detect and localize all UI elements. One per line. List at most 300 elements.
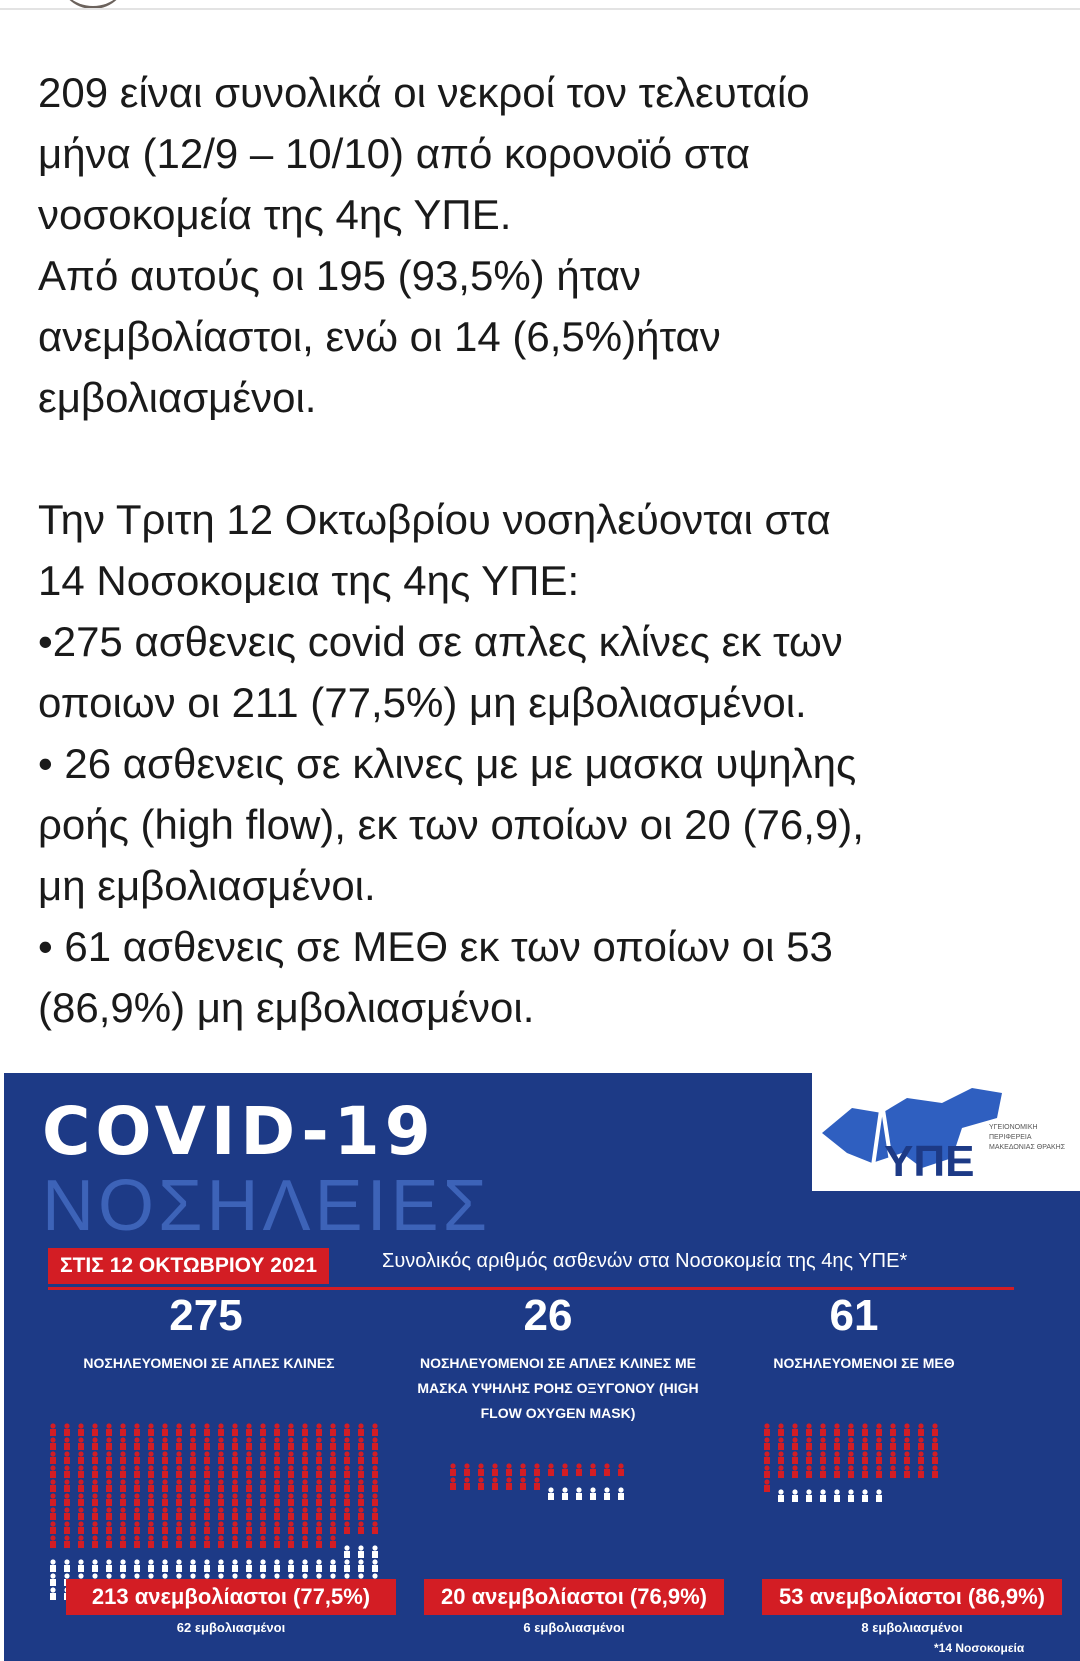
unvaccinated-person-icon	[792, 1437, 798, 1450]
post-line: μήνα (12/9 – 10/10) από κορονοϊό στα	[38, 130, 750, 177]
unvaccinated-person-icon	[302, 1535, 308, 1548]
stat-label-beds: ΝΟΣΗΛΕΥΟΜΕΝΟΙ ΣΕ ΑΠΛΕΣ ΚΛΙΝΕΣ	[83, 1355, 335, 1371]
unvaccinated-person-icon	[778, 1451, 784, 1464]
post-line: Από αυτούς οι 195 (93,5%) ήταν	[38, 252, 641, 299]
vaccinated-person-icon	[50, 1559, 56, 1572]
unvaccinated-person-icon	[330, 1521, 336, 1534]
unvaccinated-person-icon	[78, 1535, 84, 1548]
vaccinated-person-icon	[218, 1559, 224, 1572]
unvaccinated-person-icon	[450, 1477, 456, 1490]
unvaccinated-person-icon	[820, 1423, 826, 1436]
unvaccinated-person-icon	[288, 1465, 294, 1478]
unvaccinated-person-icon	[330, 1465, 336, 1478]
unvaccinated-person-icon	[358, 1465, 364, 1478]
unvaccinated-person-icon	[120, 1423, 126, 1436]
unvaccinated-person-icon	[302, 1507, 308, 1520]
unvaccinated-person-icon	[134, 1423, 140, 1436]
unvaccinated-person-icon	[792, 1465, 798, 1478]
unvaccinated-person-icon	[106, 1521, 112, 1534]
unvaccinated-person-icon	[190, 1521, 196, 1534]
vax-note-highflow: 6 εμβολιασμένοι	[523, 1620, 625, 1635]
unvaccinated-person-icon	[344, 1451, 350, 1464]
unvaccinated-person-icon	[918, 1437, 924, 1450]
unvaccinated-person-icon	[78, 1451, 84, 1464]
unvaccinated-person-icon	[862, 1451, 868, 1464]
unvaccinated-person-icon	[204, 1507, 210, 1520]
unvaccinated-person-icon	[862, 1465, 868, 1478]
unvaccinated-person-icon	[162, 1479, 168, 1492]
unvaccinated-person-icon	[890, 1465, 896, 1478]
unvaccinated-person-icon	[190, 1507, 196, 1520]
unvaccinated-person-icon	[148, 1507, 154, 1520]
post-line: ανεμβολίαστοι, ενώ οι 14 (6,5%)ήταν	[38, 313, 721, 360]
unvaccinated-person-icon	[330, 1423, 336, 1436]
footnote: *14 Νοσοκομεία	[934, 1641, 1025, 1655]
unvaccinated-person-icon	[64, 1437, 70, 1450]
unvaccinated-person-icon	[106, 1535, 112, 1548]
post-line: 209 είναι συνολικά οι νεκροί τον τελευταίο	[38, 69, 810, 116]
unvaccinated-person-icon	[590, 1463, 596, 1476]
post-line: νοσοκομεία της 4ης ΥΠΕ.	[38, 191, 512, 238]
unvaccinated-person-icon	[330, 1479, 336, 1492]
unvaccinated-person-icon	[246, 1493, 252, 1506]
unvaccinated-person-icon	[316, 1507, 322, 1520]
unvaccinated-person-icon	[330, 1437, 336, 1450]
post-line: Την Τριτη 12 Οκτωβρίου νοσηλεύονται στα	[38, 496, 831, 543]
unvaccinated-person-icon	[288, 1535, 294, 1548]
unvaccinated-person-icon	[260, 1493, 266, 1506]
unvaccinated-person-icon	[302, 1423, 308, 1436]
vaccinated-person-icon	[576, 1487, 582, 1500]
unvaccinated-person-icon	[820, 1437, 826, 1450]
unvaccinated-person-icon	[344, 1437, 350, 1450]
unvaccinated-person-icon	[576, 1463, 582, 1476]
unvaccinated-person-icon	[464, 1477, 470, 1490]
vaccinated-person-icon	[344, 1559, 350, 1572]
vaccinated-person-icon	[834, 1489, 840, 1502]
unvaccinated-person-icon	[372, 1507, 378, 1520]
unvaccinated-person-icon	[148, 1465, 154, 1478]
unvaccinated-person-icon	[218, 1451, 224, 1464]
unvaccinated-person-icon	[190, 1465, 196, 1478]
unvaccinated-person-icon	[358, 1423, 364, 1436]
unvaccinated-person-icon	[316, 1465, 322, 1478]
unvaccinated-person-icon	[148, 1493, 154, 1506]
divider	[0, 8, 1080, 10]
unvaccinated-person-icon	[506, 1463, 512, 1476]
vaccinated-person-icon	[876, 1489, 882, 1502]
unvaccinated-person-icon	[918, 1423, 924, 1436]
unvaccinated-person-icon	[820, 1465, 826, 1478]
unvaccinated-person-icon	[316, 1451, 322, 1464]
unvaccinated-person-icon	[92, 1465, 98, 1478]
unvaccinated-person-icon	[316, 1521, 322, 1534]
vaccinated-person-icon	[548, 1487, 554, 1500]
unvaccinated-person-icon	[288, 1521, 294, 1534]
stat-total-highflow: 26	[523, 1291, 573, 1340]
unvaccinated-person-icon	[176, 1437, 182, 1450]
unvaccinated-person-icon	[120, 1451, 126, 1464]
post-line: οποιων οι 211 (77,5%) μη εμβολιασμένοι.	[38, 679, 807, 726]
vaccinated-person-icon	[604, 1487, 610, 1500]
unvaccinated-person-icon	[78, 1479, 84, 1492]
unvaccinated-person-icon	[204, 1493, 210, 1506]
total-caption: Συνολικός αριθμός ασθενών στα Νοσοκομεία της 4ης ΥΠΕ*	[382, 1250, 908, 1272]
unvaccinated-person-icon	[134, 1521, 140, 1534]
unvaccinated-person-icon	[918, 1451, 924, 1464]
post-line: • 61 ασθενεις σε ΜΕΘ εκ των οποίων οι 53	[38, 923, 833, 970]
unvaccinated-person-icon	[64, 1451, 70, 1464]
people-icon-grid	[4, 1073, 1080, 1661]
unvaccinated-person-icon	[176, 1521, 182, 1534]
unvaccinated-person-icon	[106, 1437, 112, 1450]
unvaccinated-person-icon	[134, 1479, 140, 1492]
unvaccinated-person-icon	[764, 1479, 770, 1492]
vaccinated-person-icon	[274, 1559, 280, 1572]
unvaccinated-person-icon	[316, 1479, 322, 1492]
unvaccinated-person-icon	[344, 1507, 350, 1520]
unvaccinated-person-icon	[134, 1507, 140, 1520]
unvaccinated-person-icon	[162, 1507, 168, 1520]
unvaccinated-person-icon	[344, 1423, 350, 1436]
post-line: ροής (high flow), εκ των οποίων οι 20 (76,9),	[38, 801, 864, 848]
unvaccinated-person-icon	[344, 1493, 350, 1506]
unvaccinated-person-icon	[78, 1521, 84, 1534]
unvaccinated-person-icon	[148, 1521, 154, 1534]
unvaccinated-person-icon	[520, 1477, 526, 1490]
unvaccinated-person-icon	[260, 1479, 266, 1492]
infographic-title: COVID-19	[42, 1093, 436, 1170]
unvaccinated-person-icon	[562, 1463, 568, 1476]
unvaccinated-person-icon	[120, 1521, 126, 1534]
unvaccinated-person-icon	[246, 1465, 252, 1478]
unvaccinated-person-icon	[274, 1535, 280, 1548]
vaccinated-person-icon	[618, 1487, 624, 1500]
unvaccinated-person-icon	[64, 1493, 70, 1506]
unvaccinated-person-icon	[534, 1477, 540, 1490]
unvaccinated-person-icon	[176, 1493, 182, 1506]
vaccinated-person-icon	[372, 1559, 378, 1572]
unvaccinated-person-icon	[64, 1479, 70, 1492]
paragraph-gap	[38, 428, 1048, 489]
vaccinated-person-icon	[562, 1487, 568, 1500]
vaccinated-person-icon	[330, 1559, 336, 1572]
unvaccinated-person-icon	[50, 1521, 56, 1534]
unvaccinated-person-icon	[288, 1437, 294, 1450]
unvaccinated-person-icon	[190, 1437, 196, 1450]
unvaccinated-person-icon	[302, 1493, 308, 1506]
unvaccinated-person-icon	[120, 1507, 126, 1520]
vaccinated-person-icon	[148, 1559, 154, 1572]
unvaccinated-person-icon	[358, 1451, 364, 1464]
unvaccinated-person-icon	[778, 1423, 784, 1436]
unvaccinated-person-icon	[78, 1493, 84, 1506]
unvaccinated-person-icon	[148, 1535, 154, 1548]
unvaccinated-person-icon	[50, 1437, 56, 1450]
post-line: (86,9%) μη εμβολιασμένοι.	[38, 984, 535, 1031]
unvaccinated-person-icon	[778, 1465, 784, 1478]
unvaccinated-person-icon	[344, 1479, 350, 1492]
unvaccinated-person-icon	[246, 1451, 252, 1464]
unvaccinated-person-icon	[260, 1423, 266, 1436]
unvaccinated-person-icon	[134, 1451, 140, 1464]
stat-total-beds: 275	[169, 1291, 243, 1340]
unvaccinated-person-icon	[106, 1423, 112, 1436]
unvaccinated-person-icon	[106, 1451, 112, 1464]
unvaccinated-person-icon	[50, 1423, 56, 1436]
unvaccinated-person-icon	[190, 1493, 196, 1506]
unvaccinated-person-icon	[274, 1451, 280, 1464]
vax-note-beds: 62 εμβολιασμένοι	[176, 1620, 286, 1635]
unvaccinated-person-icon	[604, 1463, 610, 1476]
unvaccinated-person-icon	[274, 1465, 280, 1478]
unvaccinated-person-icon	[204, 1521, 210, 1534]
stat-total-icu: 61	[829, 1291, 879, 1340]
unvaccinated-person-icon	[232, 1479, 238, 1492]
unvaccinated-person-icon	[932, 1451, 938, 1464]
vaccinated-person-icon	[358, 1559, 364, 1572]
unvaccinated-person-icon	[148, 1479, 154, 1492]
unvaccinated-person-icon	[288, 1451, 294, 1464]
unvaccinated-person-icon	[134, 1535, 140, 1548]
unvaccinated-person-icon	[260, 1437, 266, 1450]
unvaccinated-person-icon	[92, 1437, 98, 1450]
unvaccinated-person-icon	[176, 1479, 182, 1492]
unvaccinated-person-icon	[372, 1437, 378, 1450]
stat-label-highflow: ΝΟΣΗΛΕΥΟΜΕΝΟΙ ΣΕ ΑΠΛΕΣ ΚΛΙΝΕΣ ΜΕ ΜΑΣΚΑ ΥΨΗΛΗΣ ΡΟΗΣ ΟΞΥΓΟΝΟΥ (HIGH FLOW OXYGEN MASK)	[417, 1355, 699, 1421]
unvaccinated-person-icon	[218, 1465, 224, 1478]
vaccinated-person-icon	[590, 1487, 596, 1500]
unvaccinated-person-icon	[218, 1423, 224, 1436]
unvaccinated-person-icon	[176, 1423, 182, 1436]
vaccinated-person-icon	[778, 1489, 784, 1502]
unvaccinated-person-icon	[372, 1423, 378, 1436]
unvaccinated-person-icon	[876, 1465, 882, 1478]
vaccinated-person-icon	[232, 1559, 238, 1572]
unvaccinated-person-icon	[316, 1437, 322, 1450]
unvaccinated-person-icon	[372, 1465, 378, 1478]
unvaccinated-person-icon	[848, 1451, 854, 1464]
unvaccinated-person-icon	[120, 1493, 126, 1506]
vaccinated-person-icon	[78, 1559, 84, 1572]
unvaccinated-person-icon	[92, 1507, 98, 1520]
unvaccinated-person-icon	[92, 1493, 98, 1506]
unvaccinated-person-icon	[232, 1493, 238, 1506]
unvaccinated-person-icon	[64, 1423, 70, 1436]
vaccinated-person-icon	[372, 1545, 378, 1558]
unvaccinated-person-icon	[162, 1521, 168, 1534]
unvaccinated-person-icon	[92, 1423, 98, 1436]
vaccinated-person-icon	[50, 1573, 56, 1586]
unvaccinated-person-icon	[232, 1507, 238, 1520]
unvaccinated-person-icon	[820, 1451, 826, 1464]
unvaccinated-person-icon	[260, 1535, 266, 1548]
unvaccinated-person-icon	[302, 1437, 308, 1450]
unvaccinated-person-icon	[274, 1493, 280, 1506]
unvaccinated-person-icon	[876, 1451, 882, 1464]
unvaccinated-person-icon	[330, 1451, 336, 1464]
unvaccinated-person-icon	[358, 1493, 364, 1506]
unvaccinated-person-icon	[190, 1451, 196, 1464]
unvax-badge-highflow: 20 ανεμβολίαστοι (76,9%)	[424, 1579, 724, 1615]
unvaccinated-person-icon	[492, 1477, 498, 1490]
unvaccinated-person-icon	[464, 1463, 470, 1476]
unvaccinated-person-icon	[148, 1423, 154, 1436]
unvaccinated-person-icon	[246, 1507, 252, 1520]
vaccinated-person-icon	[820, 1489, 826, 1502]
vaccinated-person-icon	[862, 1489, 868, 1502]
unvaccinated-person-icon	[162, 1535, 168, 1548]
unvaccinated-person-icon	[218, 1479, 224, 1492]
unvaccinated-person-icon	[50, 1493, 56, 1506]
unvaccinated-person-icon	[204, 1535, 210, 1548]
unvaccinated-person-icon	[330, 1507, 336, 1520]
unvaccinated-person-icon	[806, 1451, 812, 1464]
unvaccinated-person-icon	[246, 1437, 252, 1450]
unvaccinated-person-icon	[148, 1437, 154, 1450]
unvaccinated-person-icon	[64, 1535, 70, 1548]
unvaccinated-person-icon	[274, 1437, 280, 1450]
post-line: 14 Νοσοκομεια της 4ης ΥΠΕ:	[38, 557, 580, 604]
vaccinated-person-icon	[92, 1559, 98, 1572]
unvaccinated-person-icon	[92, 1535, 98, 1548]
post-line: μη εμβολιασμένοι.	[38, 862, 376, 909]
unvaccinated-person-icon	[232, 1535, 238, 1548]
unvaccinated-person-icon	[162, 1451, 168, 1464]
unvaccinated-person-icon	[358, 1437, 364, 1450]
unvaccinated-person-icon	[548, 1463, 554, 1476]
unvaccinated-person-icon	[232, 1423, 238, 1436]
unvaccinated-person-icon	[50, 1507, 56, 1520]
vaccinated-person-icon	[358, 1545, 364, 1558]
vaccinated-person-icon	[162, 1559, 168, 1572]
unvaccinated-person-icon	[246, 1521, 252, 1534]
unvaccinated-person-icon	[834, 1437, 840, 1450]
unvaccinated-person-icon	[78, 1437, 84, 1450]
vaccinated-person-icon	[288, 1559, 294, 1572]
unvaccinated-person-icon	[288, 1507, 294, 1520]
covid-infographic[interactable]	[4, 1073, 1080, 1661]
logo-text: ΥΠΕ	[884, 1137, 975, 1186]
unvaccinated-person-icon	[162, 1465, 168, 1478]
unvaccinated-person-icon	[372, 1479, 378, 1492]
unvaccinated-person-icon	[764, 1465, 770, 1478]
top-rule	[0, 0, 1080, 8]
unvaccinated-person-icon	[78, 1507, 84, 1520]
vaccinated-person-icon	[120, 1559, 126, 1572]
unvaccinated-person-icon	[764, 1423, 770, 1436]
unvaccinated-person-icon	[862, 1423, 868, 1436]
unvaccinated-person-icon	[834, 1465, 840, 1478]
date-badge: ΣΤΙΣ 12 ΟΚΤΩΒΡΙΟΥ 2021	[48, 1248, 329, 1284]
unvaccinated-person-icon	[190, 1535, 196, 1548]
unvaccinated-person-icon	[618, 1463, 624, 1476]
unvaccinated-person-icon	[176, 1507, 182, 1520]
unvaccinated-person-icon	[288, 1423, 294, 1436]
unvaccinated-person-icon	[246, 1535, 252, 1548]
unvax-badge-beds: 213 ανεμβολίαστοι (77,5%)	[66, 1579, 396, 1615]
unvaccinated-person-icon	[344, 1465, 350, 1478]
unvax-badge-icu: 53 ανεμβολίαστοι (86,9%)	[762, 1579, 1062, 1615]
unvaccinated-person-icon	[806, 1423, 812, 1436]
unvaccinated-person-icon	[232, 1451, 238, 1464]
vaccinated-person-icon	[806, 1489, 812, 1502]
unvaccinated-person-icon	[92, 1521, 98, 1534]
unvaccinated-person-icon	[764, 1451, 770, 1464]
unvaccinated-person-icon	[106, 1465, 112, 1478]
unvaccinated-person-icon	[78, 1423, 84, 1436]
vaccinated-person-icon	[302, 1559, 308, 1572]
unvaccinated-person-icon	[316, 1535, 322, 1548]
unvaccinated-person-icon	[792, 1423, 798, 1436]
post-line: •275 ασθενεις covid σε απλες κλίνες εκ των	[38, 618, 843, 665]
unvaccinated-person-icon	[778, 1437, 784, 1450]
unvaccinated-person-icon	[204, 1465, 210, 1478]
logo-caption: ΥΓΕΙΟΝΟΜΙΚΗ ΠΕΡΙΦΕΡΕΙΑ ΜΑΚΕΔΟΝΙΑΣ ΘΡΑΚΗΣ	[989, 1124, 1066, 1151]
unvaccinated-person-icon	[232, 1521, 238, 1534]
unvaccinated-person-icon	[274, 1521, 280, 1534]
vaccinated-person-icon	[134, 1559, 140, 1572]
unvaccinated-person-icon	[904, 1437, 910, 1450]
post-body	[38, 62, 1048, 1038]
unvaccinated-person-icon	[302, 1479, 308, 1492]
unvaccinated-person-icon	[64, 1507, 70, 1520]
vaccinated-person-icon	[190, 1559, 196, 1572]
vaccinated-person-icon	[64, 1559, 70, 1572]
vaccinated-person-icon	[246, 1559, 252, 1572]
unvaccinated-person-icon	[190, 1479, 196, 1492]
unvaccinated-person-icon	[330, 1493, 336, 1506]
unvaccinated-person-icon	[176, 1465, 182, 1478]
unvaccinated-person-icon	[162, 1493, 168, 1506]
unvaccinated-person-icon	[218, 1493, 224, 1506]
unvaccinated-person-icon	[134, 1465, 140, 1478]
vax-note-icu: 8 εμβολιασμένοι	[861, 1620, 963, 1635]
unvaccinated-person-icon	[876, 1423, 882, 1436]
unvaccinated-person-icon	[246, 1423, 252, 1436]
unvaccinated-person-icon	[190, 1423, 196, 1436]
unvaccinated-person-icon	[218, 1535, 224, 1548]
unvaccinated-person-icon	[162, 1437, 168, 1450]
unvaccinated-person-icon	[792, 1451, 798, 1464]
unvaccinated-person-icon	[274, 1507, 280, 1520]
unvaccinated-person-icon	[450, 1463, 456, 1476]
unvaccinated-person-icon	[890, 1423, 896, 1436]
unvaccinated-person-icon	[134, 1437, 140, 1450]
vaccinated-person-icon	[848, 1489, 854, 1502]
unvaccinated-person-icon	[176, 1535, 182, 1548]
unvaccinated-person-icon	[64, 1521, 70, 1534]
unvaccinated-person-icon	[204, 1437, 210, 1450]
unvaccinated-person-icon	[862, 1437, 868, 1450]
unvaccinated-person-icon	[316, 1423, 322, 1436]
unvaccinated-person-icon	[848, 1437, 854, 1450]
unvaccinated-person-icon	[806, 1437, 812, 1450]
unvaccinated-person-icon	[358, 1479, 364, 1492]
unvaccinated-person-icon	[274, 1423, 280, 1436]
unvaccinated-person-icon	[204, 1451, 210, 1464]
unvaccinated-person-icon	[106, 1507, 112, 1520]
unvaccinated-person-icon	[274, 1479, 280, 1492]
unvaccinated-person-icon	[50, 1535, 56, 1548]
unvaccinated-person-icon	[120, 1535, 126, 1548]
unvaccinated-person-icon	[764, 1437, 770, 1450]
vaccinated-person-icon	[106, 1559, 112, 1572]
unvaccinated-person-icon	[260, 1451, 266, 1464]
unvaccinated-person-icon	[876, 1437, 882, 1450]
unvaccinated-person-icon	[218, 1507, 224, 1520]
unvaccinated-person-icon	[120, 1437, 126, 1450]
